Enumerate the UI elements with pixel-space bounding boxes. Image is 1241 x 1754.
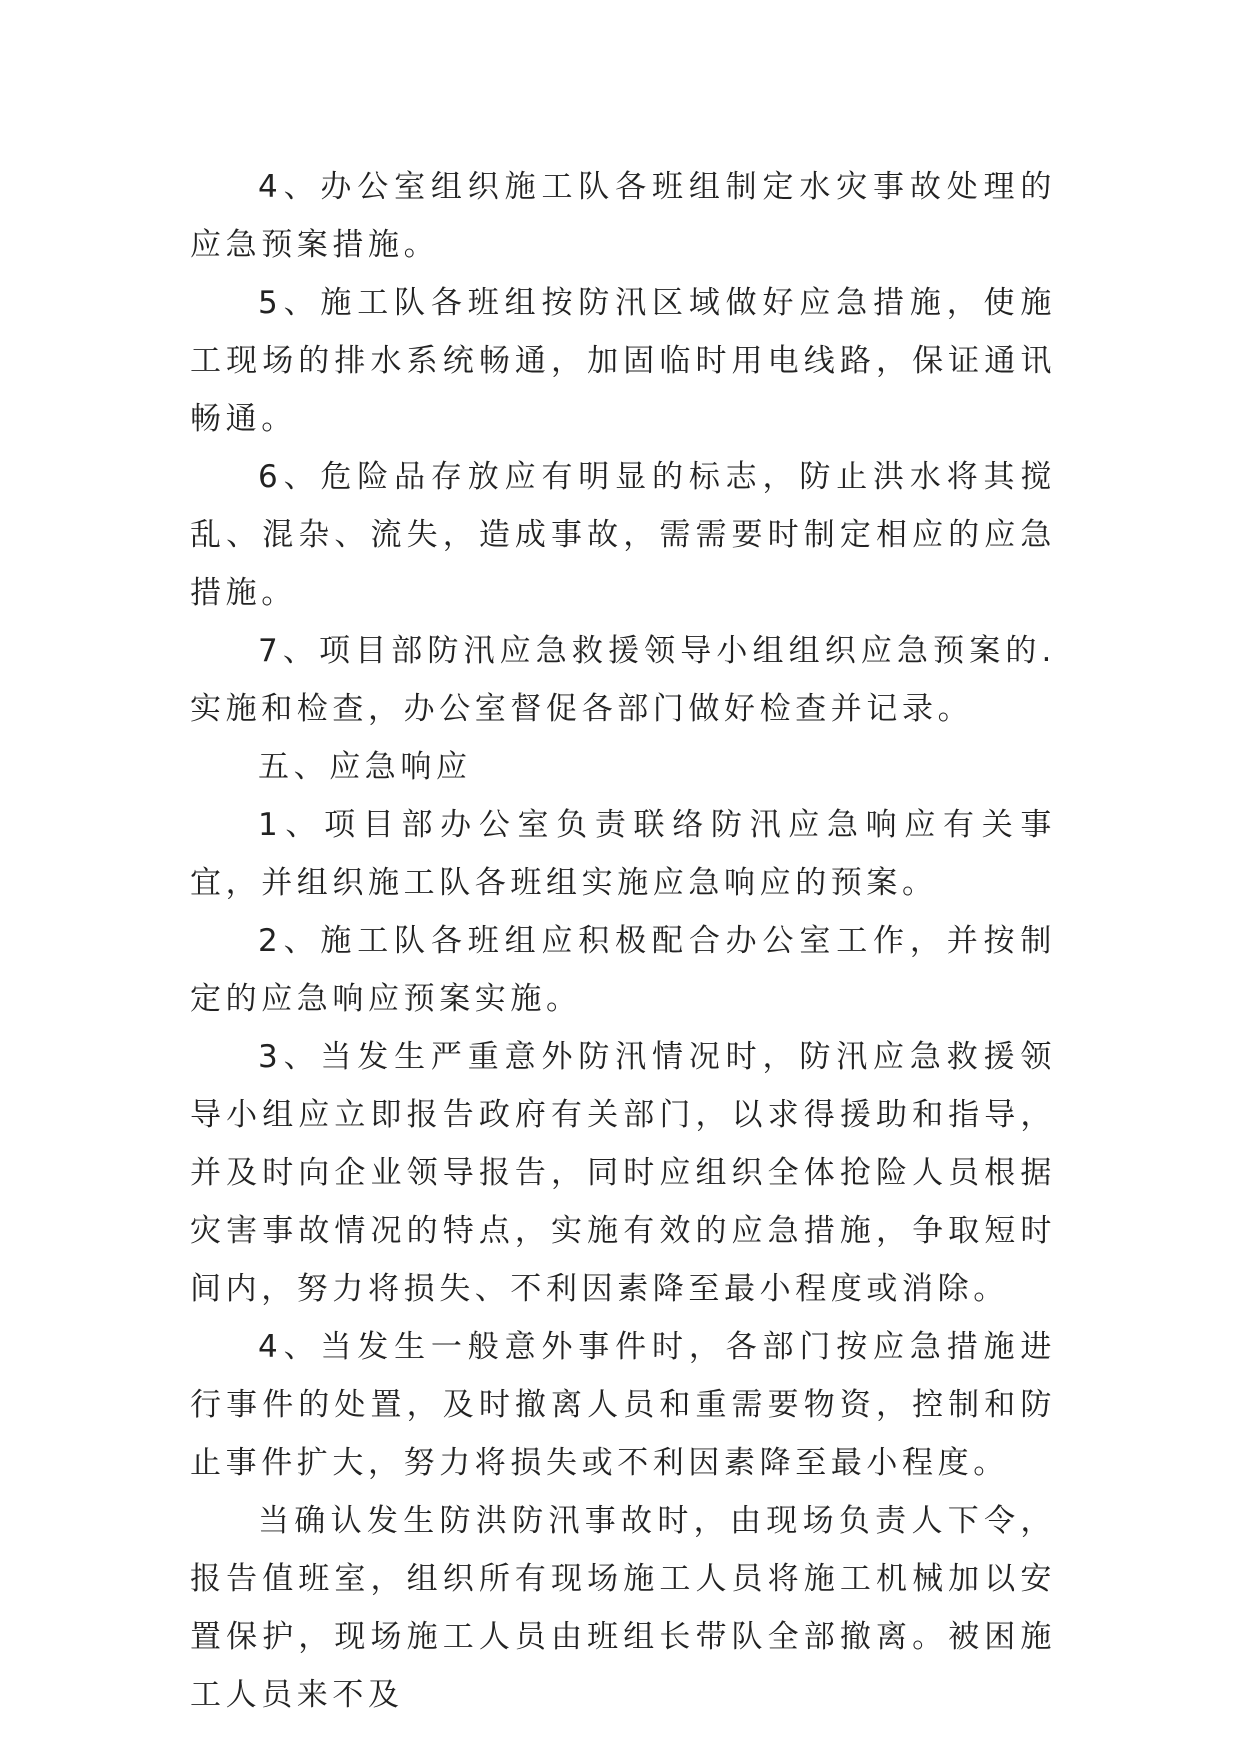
section-heading-emergency-response: 五、应急响应 [258,749,472,785]
paragraph-flood-plan-6: 6、危险品存放应有明显的标志，防止洪水将其搅乱、混杂、流失，造成事故，需需要时制定相应的应急措施。 [190,459,1056,611]
paragraph-flood-accident-procedure: 当确认发生防洪防汛事故时，由现场负责人下令，报告值班室，组织所有现场施工人员将施工机械加以安置保护，现场施工人员由班组长带队全部撤离。被困施工人员来不及 [190,1503,1056,1713]
document-body [190,158,1056,1724]
paragraph-flood-plan-4: 4、办公室组织施工队各班组制定水灾事故处理的应急预案措施。 [190,169,1056,263]
paragraph-response-4: 4、当发生一般意外事件时，各部门按应急措施进行事件的处置，及时撤离人员和重需要物资，控制和防止事件扩大，努力将损失或不利因素降至最小程度。 [190,1329,1056,1481]
paragraph-response-1: 1、项目部办公室负责联络防汛应急响应有关事宜，并组织施工队各班组实施应急响应的预案。 [190,807,1056,901]
paragraph-flood-plan-7: 7、项目部防汛应急救援领导小组组织应急预案的.实施和检查，办公室督促各部门做好检查并记录。 [190,633,1056,727]
paragraph-response-3: 3、当发生严重意外防汛情况时，防汛应急救援领导小组应立即报告政府有关部门，以求得援助和指导，并及时向企业领导报告，同时应组织全体抢险人员根据灾害事故情况的特点，实施有效的应急措施，争取短时间内，努力将损失、不利因素降至最小程度或消除。 [190,1039,1056,1307]
paragraph-response-2: 2、施工队各班组应积极配合办公室工作，并按制定的应急响应预案实施。 [190,923,1056,1017]
paragraph-flood-plan-5: 5、施工队各班组按防汛区域做好应急措施，使施工现场的排水系统畅通，加固临时用电线路，保证通讯畅通。 [190,285,1056,437]
